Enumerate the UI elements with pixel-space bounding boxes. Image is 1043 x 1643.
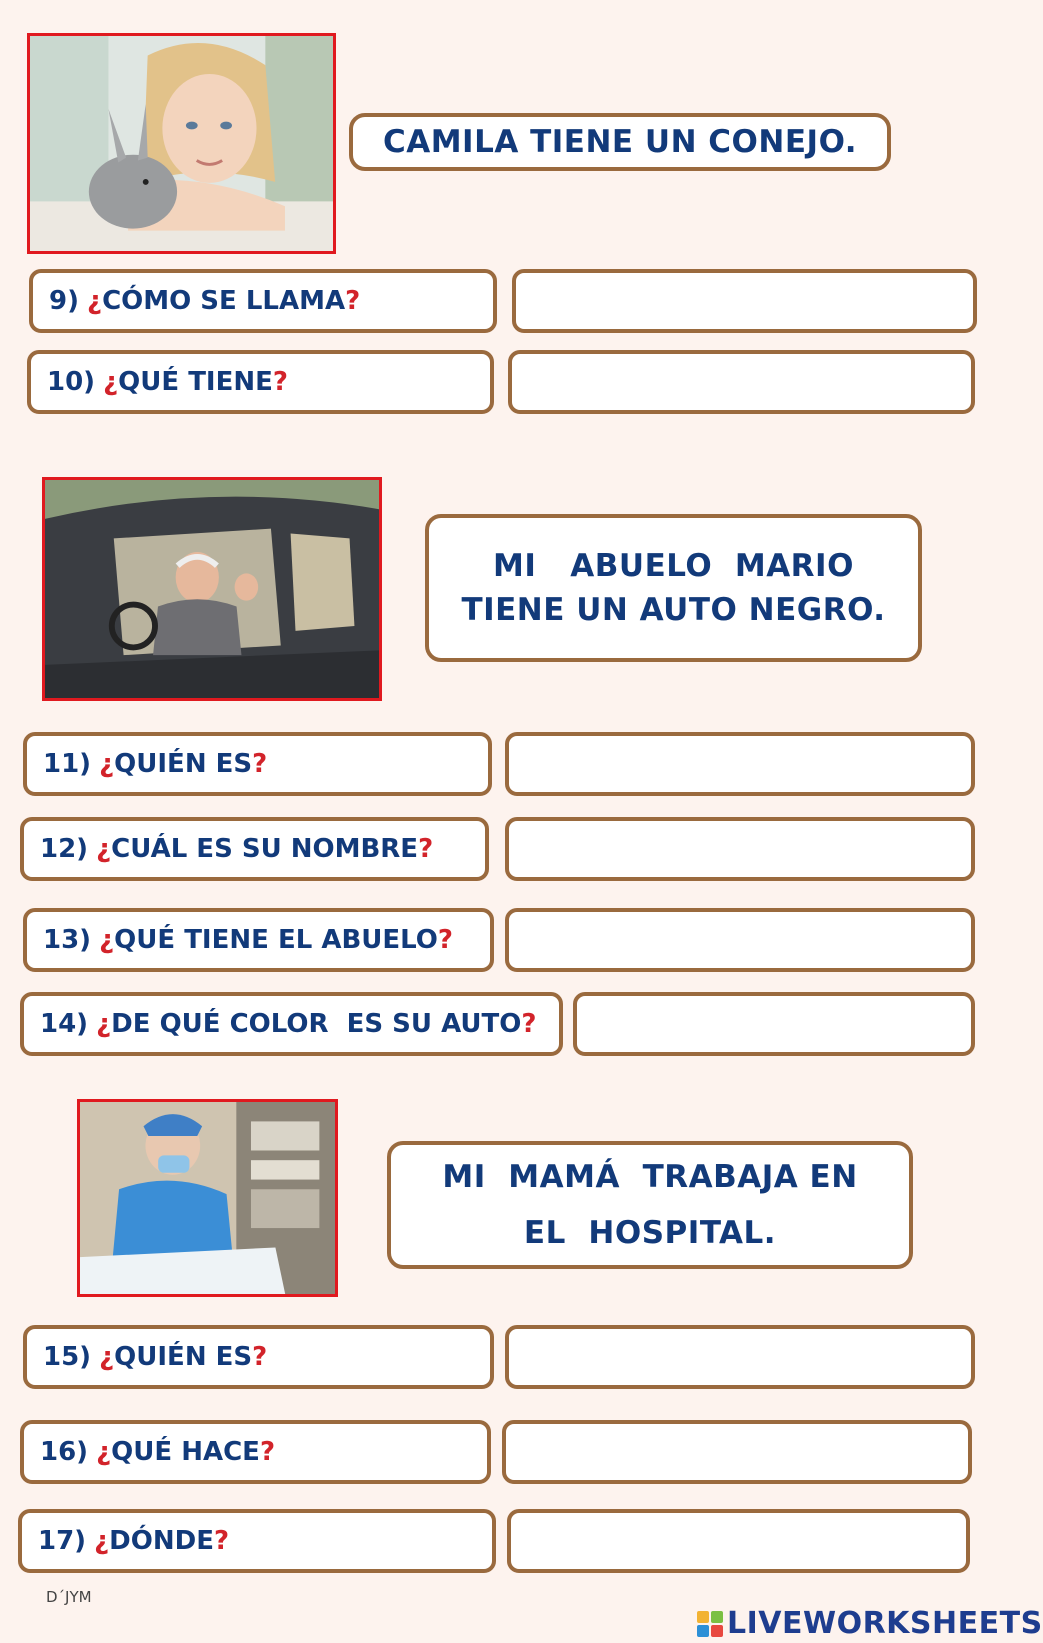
question-number: 9) — [49, 286, 79, 316]
close-question-mark: ? — [437, 925, 453, 955]
statement-box — [425, 514, 922, 662]
answer-input-13[interactable] — [505, 908, 975, 972]
liveworksheets-logo[interactable] — [697, 1606, 1043, 1641]
question-12 — [20, 817, 489, 881]
open-question-mark: ¿ — [96, 834, 112, 864]
statement-line: TIENE UN AUTO NEGRO. — [461, 592, 886, 628]
statement-line: EL HOSPITAL. — [523, 1215, 777, 1251]
close-question-mark: ? — [272, 367, 288, 397]
question-13 — [23, 908, 494, 972]
liveworksheets-logo-icon — [697, 1611, 723, 1637]
close-question-mark: ? — [259, 1437, 276, 1467]
photo-girl-with-rabbit — [27, 33, 336, 254]
question-number: 11) — [43, 749, 92, 779]
question-number: 10) — [47, 367, 96, 397]
author-credit: D´JYM — [46, 1588, 92, 1606]
open-question-mark: ¿ — [86, 286, 103, 316]
question-text: QUÉ TIENE — [118, 367, 273, 397]
answer-input-9[interactable] — [512, 269, 977, 333]
girl-rabbit-image — [30, 36, 333, 251]
question-15 — [23, 1325, 494, 1389]
question-number: 16) — [40, 1437, 89, 1467]
statement-box — [349, 113, 891, 171]
question-text: CÓMO SE LLAMA — [102, 286, 346, 316]
question-text: QUIÉN ES — [114, 1342, 253, 1372]
close-question-mark: ? — [252, 749, 268, 779]
statement-line: MI ABUELO MARIO — [493, 548, 854, 584]
photo-grandfather-in-car — [42, 477, 382, 701]
open-question-mark: ¿ — [103, 367, 119, 397]
question-17 — [18, 1509, 496, 1573]
question-number: 15) — [43, 1342, 92, 1372]
open-question-mark: ¿ — [99, 925, 115, 955]
answer-input-10[interactable] — [508, 350, 975, 414]
open-question-mark: ¿ — [94, 1526, 110, 1556]
question-text: QUÉ HACE — [111, 1437, 260, 1467]
question-number: 13) — [43, 925, 92, 955]
answer-input-17[interactable] — [507, 1509, 970, 1573]
question-16 — [20, 1420, 491, 1484]
question-text: DE QUÉ COLOR ES SU AUTO — [111, 1009, 522, 1039]
question-number: 12) — [40, 834, 89, 864]
open-question-mark: ¿ — [96, 1009, 112, 1039]
question-14 — [20, 992, 563, 1056]
statement-box — [387, 1141, 913, 1269]
close-question-mark: ? — [418, 834, 434, 864]
open-question-mark: ¿ — [96, 1437, 112, 1467]
question-number: 17) — [38, 1526, 87, 1556]
question-number: 14) — [40, 1009, 89, 1039]
open-question-mark: ¿ — [99, 1342, 115, 1372]
close-question-mark: ? — [252, 1342, 268, 1372]
grandfather-car-image — [45, 480, 379, 698]
question-10 — [27, 350, 494, 414]
open-question-mark: ¿ — [99, 749, 115, 779]
question-text: QUIÉN ES — [114, 749, 253, 779]
photo-nurse-in-hospital — [77, 1099, 338, 1297]
statement-line: MI MAMÁ TRABAJA EN — [442, 1159, 858, 1195]
answer-input-14[interactable] — [573, 992, 975, 1056]
question-11 — [23, 732, 492, 796]
question-text: CUÁL ES SU NOMBRE — [111, 834, 419, 864]
answer-input-11[interactable] — [505, 732, 975, 796]
brand-name: LIVEWORKSHEETS — [727, 1606, 1043, 1641]
answer-input-15[interactable] — [505, 1325, 975, 1389]
nurse-hospital-image — [80, 1102, 335, 1294]
close-question-mark: ? — [213, 1526, 230, 1556]
close-question-mark: ? — [521, 1009, 537, 1039]
question-text: QUÉ TIENE EL ABUELO — [114, 925, 438, 955]
statement-line: CAMILA TIENE UN CONEJO. — [382, 124, 858, 160]
close-question-mark: ? — [345, 286, 361, 316]
answer-input-12[interactable] — [505, 817, 975, 881]
answer-input-16[interactable] — [502, 1420, 972, 1484]
question-text: DÓNDE — [109, 1526, 214, 1556]
question-9 — [29, 269, 497, 333]
